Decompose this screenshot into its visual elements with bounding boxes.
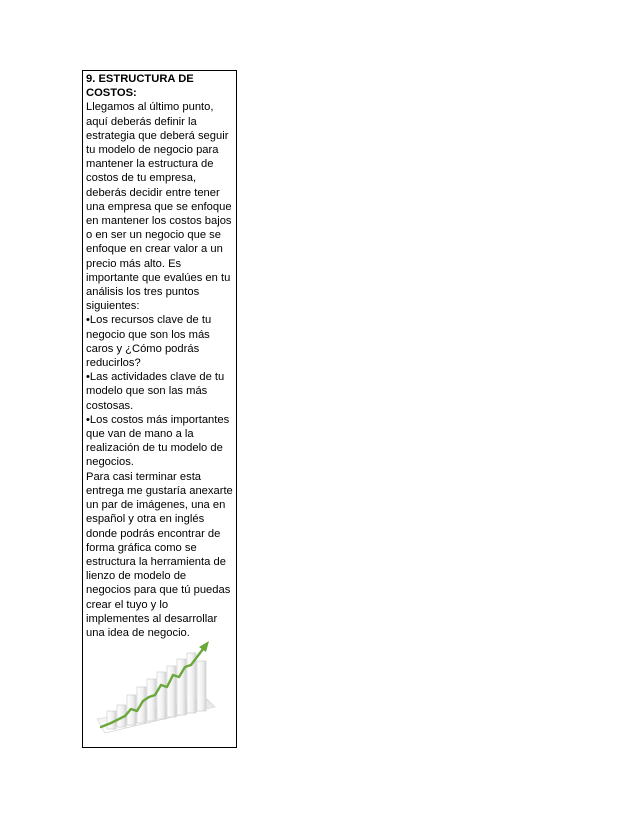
- bar-7: [167, 666, 176, 717]
- bar-5: [147, 679, 156, 721]
- bar-10: [197, 661, 206, 711]
- bullet-activities: •Las actividades clave de tu modelo que son las más costosas.: [86, 371, 225, 412]
- text-box: [82, 70, 237, 748]
- growth-chart-illustration-icon: [95, 639, 217, 735]
- bar-6: [157, 672, 166, 719]
- bullet-costs: •Los costos más importantes que van de mano a la realización de tu modelo de negocios.: [86, 413, 230, 469]
- paragraph-intro: Llegamos al último punto, aquí deberás definir la estrategia que deberá seguir tu modelo de negocio para mantener la estructura de costos de tu empresa, deberás decidir entre tener una empresa que se enfoque en mantener los costos bajos o en ser un negocio que se enfoque en crear valor a un precio más alto. Es importante que evalúes en tu análisis los tres puntos siguientes:: [86, 101, 232, 313]
- bullet-resources: •Los recursos clave de tu negocio que son los más caros y ¿Cómo podrás reducirlos?: [86, 314, 212, 370]
- growth-chart-svg: [95, 639, 217, 735]
- paragraph-closing: Para casi terminar esta entrega me gustaría anexarte un par de imágenes, una en español y otra en inglés donde podrás encontrar de forma gráfica como se estructura la herramienta de lienzo de modelo de negocios para que tú puedas crear el tuyo y lo implementes al desarrollar una idea de negocio.: [86, 470, 233, 639]
- section-text: [86, 72, 234, 640]
- section-heading: 9. ESTRUCTURA DE COSTOS:: [86, 73, 194, 100]
